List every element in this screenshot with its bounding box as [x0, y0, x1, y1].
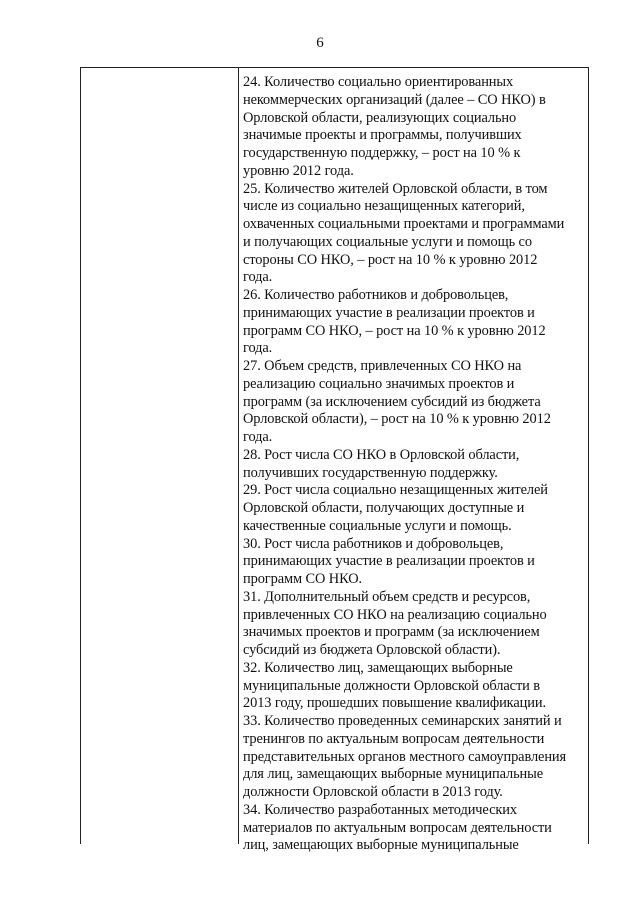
indicator-text-line: программ СО НКО, – рост на 10 % к уровню 2012 — [243, 322, 546, 339]
indicator-text-line: значимые проекты и программы, получивших — [243, 127, 522, 144]
indicator-text-line: 30. Рост числа работников и добровольцев, — [243, 535, 504, 552]
table-left-cell-empty — [81, 68, 239, 844]
indicator-text-line: 26. Количество работников и добровольцев, — [243, 287, 509, 303]
indicator-item-24 — [243, 74, 588, 181]
indicator-text-line: года. — [243, 340, 273, 357]
indicator-text-line: стороны СО НКО, – рост на 10 % к уровню 2012 — [243, 251, 538, 268]
indicator-text-line: охваченных социальными проектами и программами — [243, 216, 565, 232]
indicator-text-line: Орловской области), – рост на 10 % к уровню 2012 — [243, 411, 551, 428]
indicator-text-line: тренингов по актуальным вопросам деятельности — [243, 730, 545, 747]
indicator-item-26 — [243, 287, 588, 358]
indicator-text-line: 33. Количество проведенных семинарских занятий и — [243, 713, 562, 729]
indicator-text-line: государственную поддержку, – рост на 10 % к — [243, 145, 521, 161]
indicator-text-line: 2013 году, прошедших повышение квалификации. — [243, 695, 546, 712]
indicator-text-line: привлеченных СО НКО на реализацию социально — [243, 606, 547, 623]
indicator-text-line: должности Орловской области в 2013 году. — [243, 784, 503, 800]
indicator-item-31 — [243, 589, 588, 660]
indicator-text-line: программ СО НКО. — [243, 571, 362, 587]
indicator-item-34 — [243, 802, 588, 855]
indicator-text-line: Орловской области, получающих доступные и — [243, 500, 525, 516]
indicator-text-line: года. — [243, 269, 273, 286]
indicator-text-line: значимых проектов и программ (за исключением — [243, 624, 540, 641]
indicator-text-line: 31. Дополнительный объем средств и ресурсов, — [243, 588, 531, 605]
indicator-item-30 — [243, 536, 588, 589]
indicator-text-line: Орловской области, реализующих социально — [243, 109, 517, 126]
indicator-text-line: уровню 2012 года. — [243, 162, 354, 179]
page-number: 6 — [316, 35, 324, 51]
indicator-text-line: реализацию социально значимых проектов и — [243, 375, 515, 392]
indicator-text-line: представительных органов местного самоуправления — [243, 748, 567, 765]
indicator-item-29 — [243, 482, 588, 535]
indicator-text-line: 28. Рост числа СО НКО в Орловской области, — [243, 446, 520, 463]
indicator-text-line: качественные социальные услуги и помощь. — [243, 517, 512, 534]
indicator-text-line: 24. Количество социально ориентированных — [243, 74, 514, 90]
indicator-text-line: лиц, замещающих выборные муниципальные — [243, 837, 519, 854]
indicator-item-27 — [243, 358, 588, 447]
indicator-text-line: и получающих социальные услуги и помощь со — [243, 233, 532, 250]
indicator-text-line: принимающих участие в реализации проектов и — [243, 304, 535, 321]
indicator-text-line: 27. Объем средств, привлеченных СО НКО на — [243, 358, 522, 374]
indicator-text-line: программ (за исключением субсидий из бюджета — [243, 393, 541, 410]
indicator-item-25 — [243, 181, 588, 288]
indicator-text-line: года. — [243, 429, 273, 445]
indicator-text-line: для лиц, замещающих выборные муниципальные — [243, 766, 544, 783]
indicator-text-line: 29. Рост числа социально незащищенных жителей — [243, 482, 548, 499]
indicator-text-line: муниципальные должности Орловской области в — [243, 677, 540, 694]
indicator-text-line: некоммерческих организаций (далее – СО НКО) в — [243, 91, 546, 108]
indicators-table — [80, 67, 589, 854]
indicator-text-line: материалов по актуальным вопросам деятельности — [243, 819, 552, 836]
indicator-text-line: субсидий из бюджета Орловской области). — [243, 642, 501, 658]
table-right-cell — [239, 68, 588, 854]
indicator-item-28 — [243, 447, 588, 483]
indicator-item-33 — [243, 713, 588, 802]
indicator-text-line: принимающих участие в реализации проектов и — [243, 553, 535, 570]
indicator-text-line: 32. Количество лиц, замещающих выборные — [243, 659, 513, 676]
indicator-text-line: получивших государственную поддержку. — [243, 464, 498, 481]
indicator-text-line: 34. Количество разработанных методических — [243, 801, 517, 818]
indicator-text-line: 25. Количество жителей Орловской области, в том — [243, 180, 548, 197]
indicator-text-line: числе из социально незащищенных категорий, — [243, 198, 525, 215]
indicator-item-32 — [243, 660, 588, 713]
